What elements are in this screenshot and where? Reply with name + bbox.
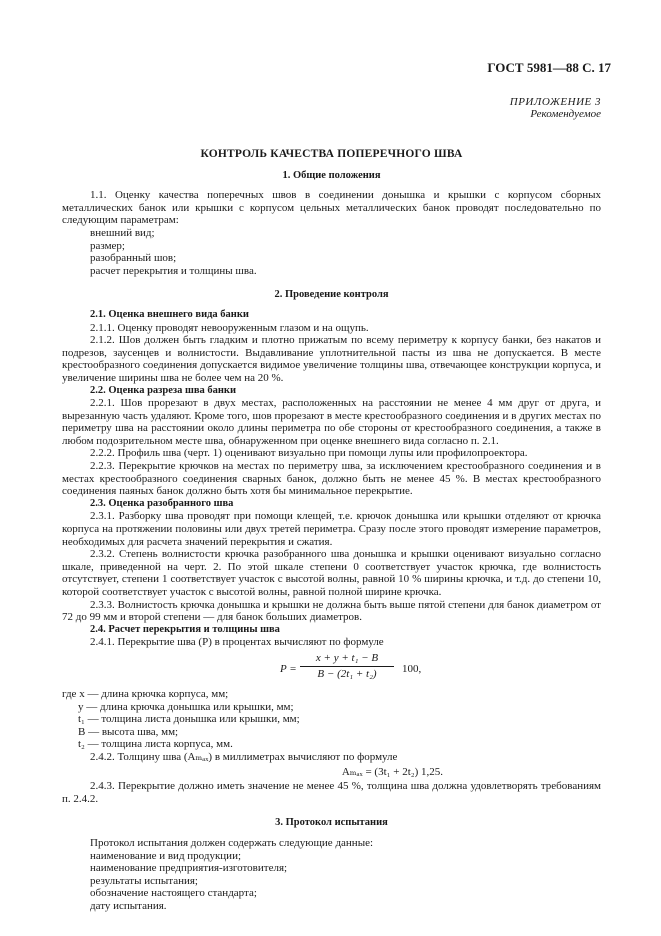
paragraph-2-4-2: 2.4.2. Толщину шва (Aₘₐₓ) в миллиметрах вычисляют по формуле (90, 750, 398, 763)
appendix-number: ПРИЛОЖЕНИЕ 3 (509, 96, 601, 108)
list-item: размер; (90, 239, 125, 252)
list-item: обозначение настоящего стандарта; (90, 887, 257, 900)
document-body (62, 148, 601, 912)
paragraph-2-1-2: 2.1.2. Шов должен быть гладким и плотно прижатым по всему периметру к корпусу банки, без накатов и подрезов, заусенцев и волнистости. Выдавливание уплотнительной пасты из шва не допускается. В месте крестообразного соединения допускается видимое увеличение толщины шва, отвечающее конструкции корпуса, и увеличение ширины шва не более чем на 20 %. (62, 334, 601, 384)
paragraph-2-3-2: 2.3.2. Степень волнистости крючка разобранного шва донышка и крышки оценивают визуально согласно шкале, приведенной на черт. 2. По этой шкале степени 0 соответствует участок крючка, где волнистость отсутствует, степени 1 соответствует участок с высотой волны, равной 10 % ширины крючка, и т.д. до степени 10, которой соответствует участок с высотой волны, равной полной ширине крючка. (62, 548, 601, 598)
formula-fraction (300, 652, 394, 680)
list-item: расчет перекрытия и толщины шва. (90, 264, 257, 277)
appendix-label (510, 96, 601, 120)
paragraph-2-1-1: 2.1.1. Оценку проводят невооруженным глазом и на ощупь. (90, 321, 369, 334)
paragraph-2-3-1: 2.3.1. Разборку шва проводят при помощи клещей, т.е. крючок донышка или крышки отделяют от крючка корпуса на протяжении половины или двух третей периметра. Сразу после этого проводят измерение параметров, необходимых для расчета значений перекрытия и сжатия. (62, 510, 601, 548)
document-title: КОНТРОЛЬ КАЧЕСТВА ПОПЕРЕЧНОГО ШВА (200, 148, 463, 160)
list-item: наименование и вид продукции; (90, 849, 242, 862)
page-header: ГОСТ 5981—88 С. 17 (487, 60, 611, 75)
formula-legend-item: t₁ — толщина листа донышка или крышки, мм; (78, 713, 300, 726)
protocol-intro: Протокол испытания должен содержать следующие данные: (90, 836, 374, 849)
formula-numerator: x + y + t₁ − B (300, 652, 394, 667)
section-2-heading: 2. Проведение контроля (274, 289, 389, 301)
formula-denominator: B − (2t₁ + t₂) (317, 667, 377, 680)
paragraph-2-4-3: 2.4.3. Перекрытие должно иметь значение не менее 45 %, толщина шва должна удовлетворять требованиям п. 2.4.2. (62, 780, 601, 805)
list-item: результаты испытания; (90, 874, 198, 887)
section-3-heading: 3. Протокол испытания (275, 817, 388, 829)
formula-legend-item: где x — длина крючка корпуса, мм; (62, 687, 229, 700)
formula-legend-item: t₂ — толщина листа корпуса, мм. (78, 738, 233, 751)
subsection-2-3-heading: 2.3. Оценка разобранного шва (90, 497, 234, 509)
subsection-2-4-heading: 2.4. Расчет перекрытия и толщины шва (90, 623, 280, 635)
overlap-formula (62, 652, 601, 686)
thickness-formula: Aₘₐₓ = (3t₁ + 2t₂) 1,25. (341, 765, 443, 778)
list-item: внешний вид; (90, 226, 155, 239)
paragraph-2-2-2: 2.2.2. Профиль шва (черт. 1) оценивают визуально при помощи лупы или профилопроектора. (90, 447, 528, 460)
paragraph-2-3-3: 2.3.3. Волнистость крючка донышка и крышки не должна быть выше пятой степени для банок диаметром от 72 до 99 мм и второй степени — для банок больших диаметров. (62, 598, 601, 624)
appendix-status: Рекомендуемое (530, 108, 601, 120)
paragraph-2-4-1: 2.4.1. Перекрытие шва (P) в процентах вычисляют по формуле (90, 636, 384, 649)
list-item: дату испытания. (90, 899, 167, 912)
formula-multiplier: 100, (402, 662, 422, 675)
subsection-2-1-heading: 2.1. Оценка внешнего вида банки (90, 308, 249, 320)
list-item: наименование предприятия-изготовителя; (90, 862, 288, 875)
formula-legend-item: y — длина крючка донышка или крышки, мм; (78, 700, 294, 713)
paragraph-2-2-1: 2.2.1. Шов прорезают в двух местах, расположенных на расстоянии не менее 4 мм друг от друга, и вырезанную часть удаляют. Кроме того, шов прорезают в месте крестообразного соединения и в других местах по периметру шва на расстоянии около длины периметра по обе стороны от крестообразного соединения, а также в любом подозрительном месте шва, обнаруженном при оценке внешнего вида согласно п. 2.1. (62, 397, 601, 447)
paragraph-2-2-3: 2.2.3. Перекрытие крючков на местах по периметру шва, за исключением крестообразного соединения и в местах крестообразного соединения сварных банок, должно быть не менее 45 %. В местах крестообразного соединения паяных банок должно быть хотя бы минимальное перекрытие. (62, 460, 601, 498)
subsection-2-2-heading: 2.2. Оценка разреза шва банки (90, 384, 237, 396)
formula-lhs: P = (280, 662, 297, 675)
formula-legend-item: B — высота шва, мм; (78, 725, 179, 738)
section-1-heading: 1. Общие положения (282, 169, 381, 181)
paragraph-1-1: 1.1. Оценку качества поперечных швов в соединении донышка и крышки с корпусом сборных металлических банок или крышки с корпусом цельных металлических банок проводят последовательно по следующим параметрам: (62, 189, 601, 227)
list-item: разобранный шов; (90, 252, 177, 265)
